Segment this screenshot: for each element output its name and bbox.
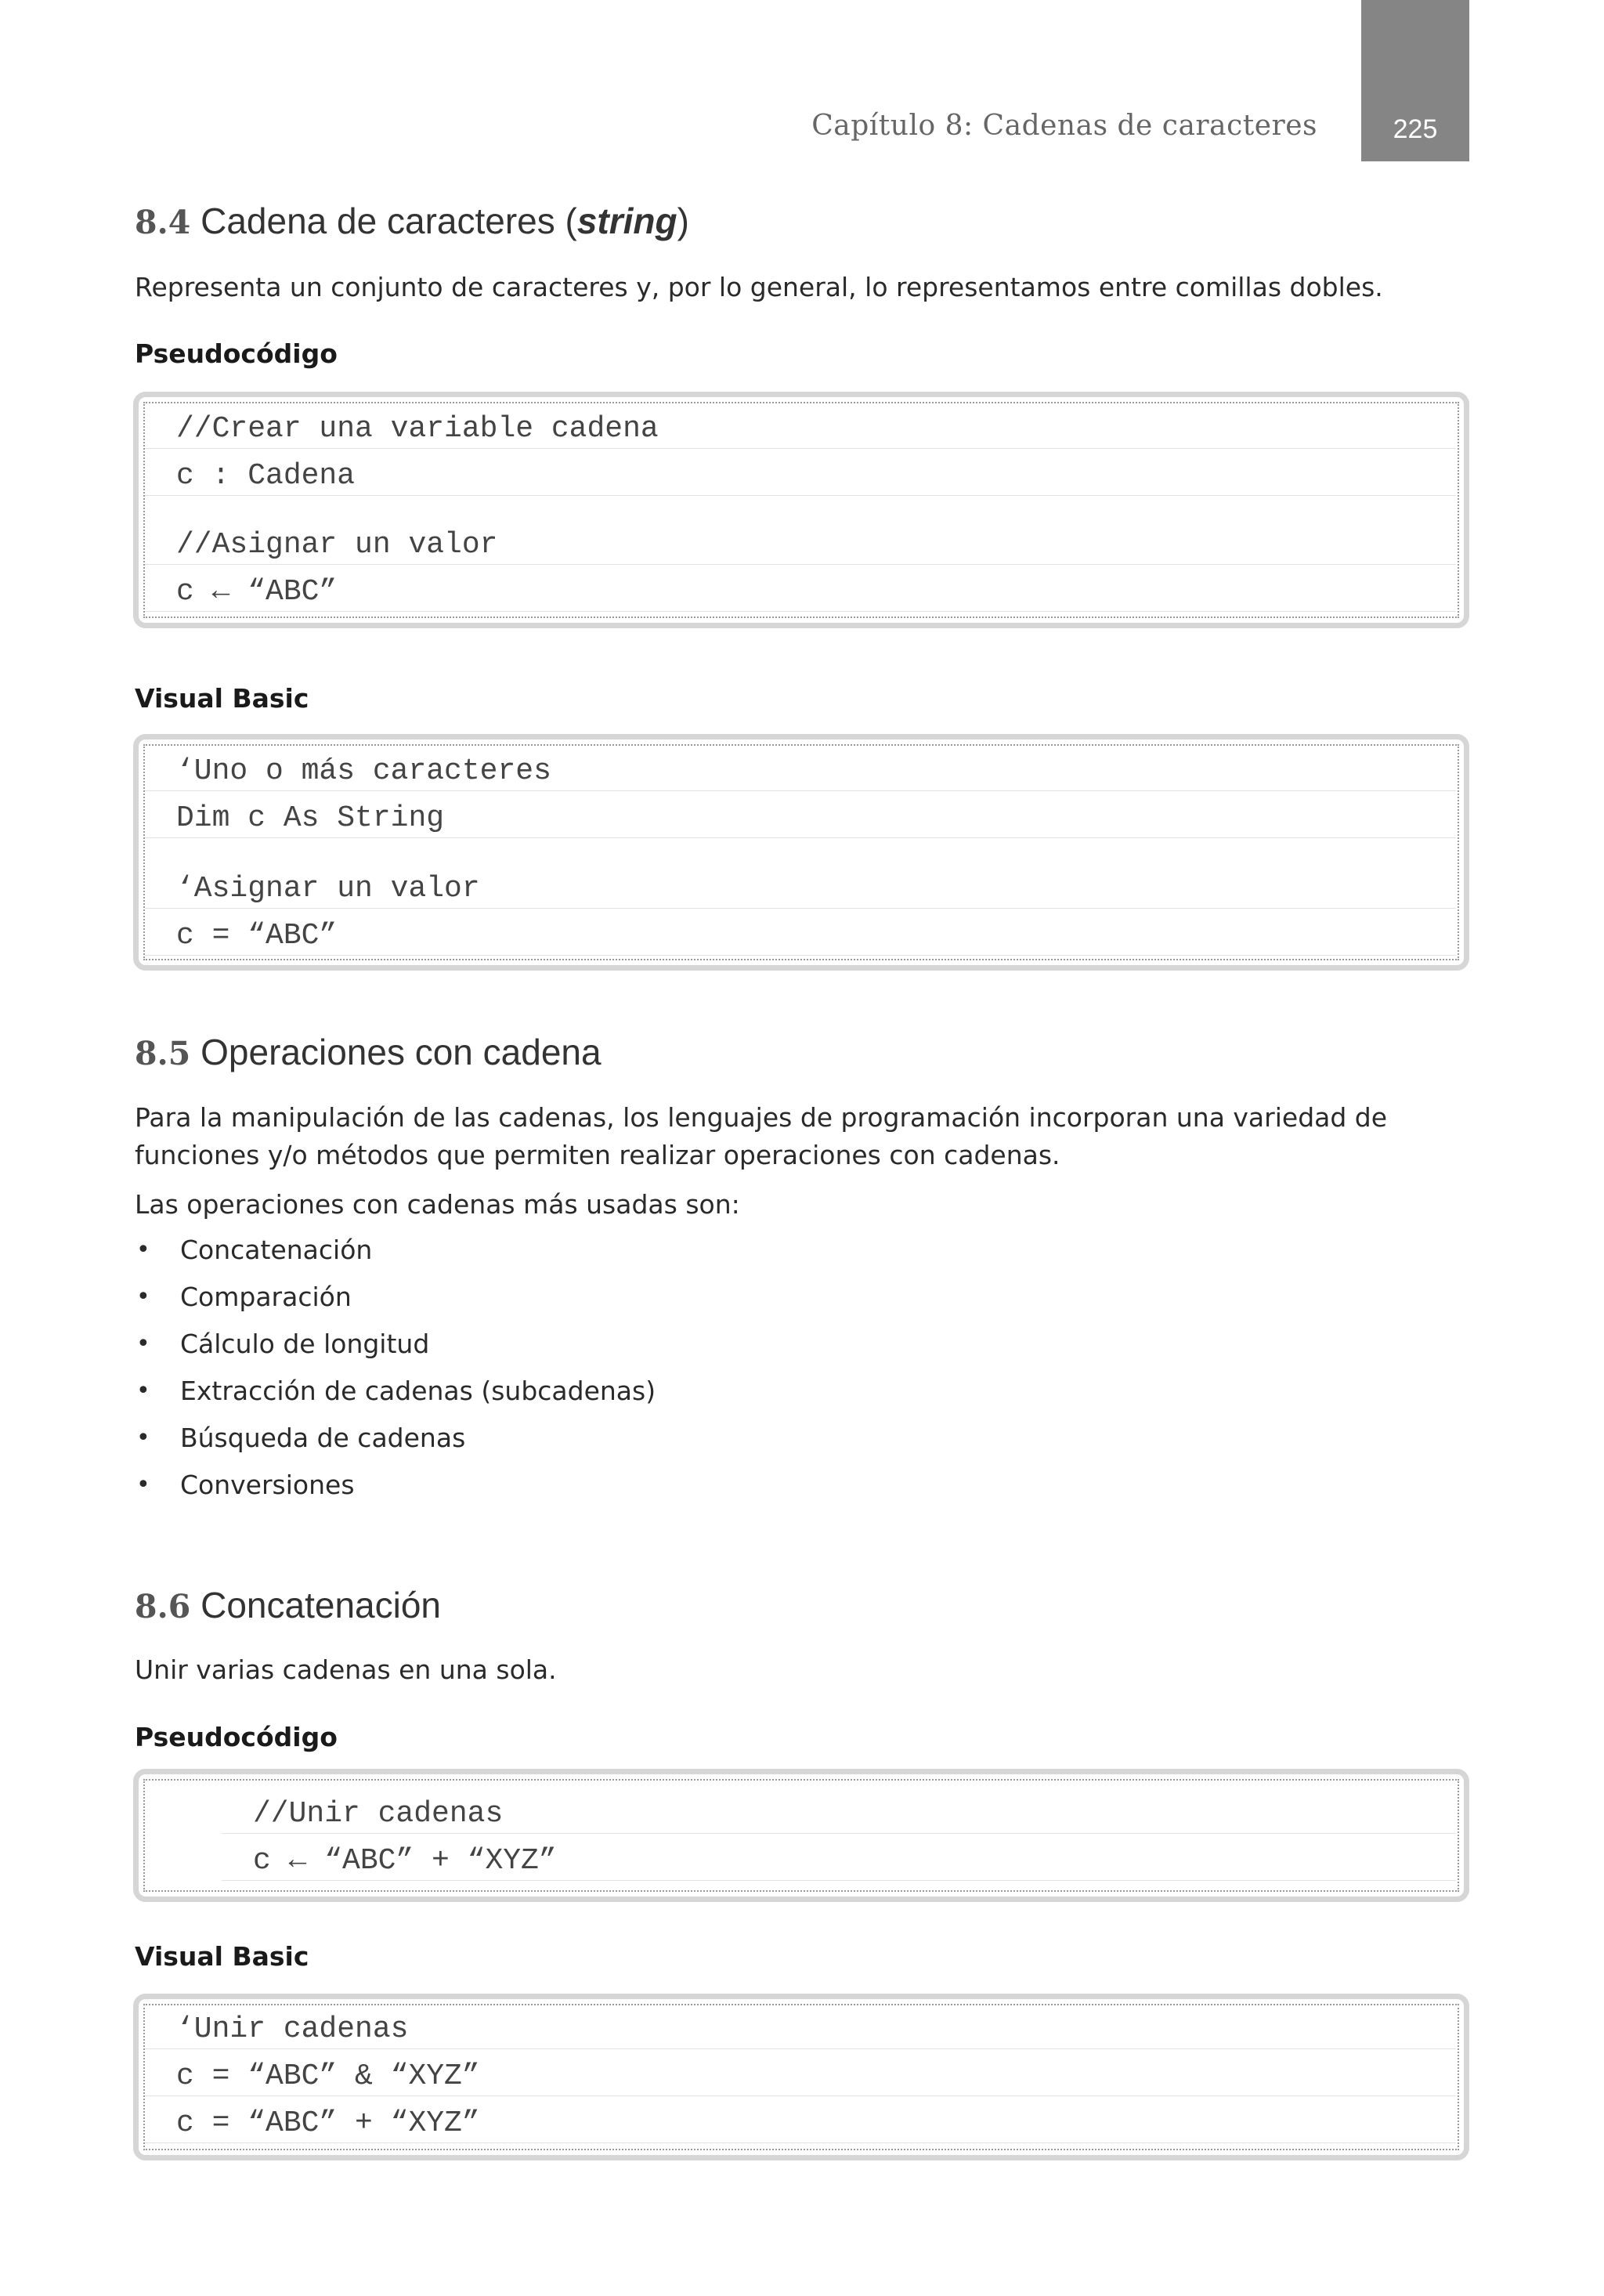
code-line: c ← “ABC” + “XYZ” [253,1842,1456,1881]
section-number: 8.5 [135,1035,191,1072]
code-line: c = “ABC” [176,917,1456,956]
code-line: //Crear una variable cadena [176,410,1456,449]
visual-basic-code-block [133,734,1469,971]
section-8-4-heading [135,200,1469,242]
bullet-glyph: • [136,1330,150,1358]
section-8-6-text: Unir varias cadenas en una sola. [135,1654,557,1685]
code-line: c = “ABC” & “XYZ” [176,2057,1456,2096]
pseudocode-label: Pseudocódigo [135,338,338,369]
bullet-glyph: • [136,1283,150,1311]
section-number: 8.4 [135,204,191,241]
section-8-5-intro: Las operaciones con cadenas más usadas son: [135,1189,740,1220]
code-line: //Asignar un valor [176,526,1456,565]
code-line: c : Cadena [176,457,1456,496]
bullet-glyph: • [136,1377,150,1405]
section-8-5-text: Para la manipulación de las cadenas, los lenguajes de programación incorporan una variedad de funciones y/o métodos que permiten realizar operaciones con cadenas. [135,1102,1388,1170]
code-line: c ← “ABC” [176,573,1456,612]
section-8-5-heading [135,1031,1469,1073]
section-number: 8.6 [135,1588,191,1625]
list-item: • Búsqueda de cadenas [135,1415,656,1462]
bullet-glyph: • [136,1236,150,1264]
section-title: Cadena de caracteres ( [200,201,577,241]
bullet-glyph: • [136,1424,150,1452]
page-number: 225 [1393,114,1438,144]
list-item: • Conversiones [135,1462,656,1509]
operations-list [135,1227,656,1509]
running-header-title: Capítulo 8: Cadenas de caracteres [811,110,1317,142]
section-title: Operaciones con cadena [200,1032,602,1072]
code-line: ‘Unir cadenas [176,2010,1456,2049]
code-line: ‘Uno o más caracteres [176,752,1456,791]
code-line: c = “ABC” + “XYZ” [176,2104,1456,2143]
pseudocode-label: Pseudocódigo [135,1722,338,1752]
section-8-4-text: Representa un conjunto de caracteres y, por lo general, lo representamos entre comillas dobles. [135,272,1383,302]
bullet-glyph: • [136,1471,150,1499]
section-title-end: ) [677,201,689,241]
code-line: Dim c As String [176,799,1456,838]
visual-basic-label: Visual Basic [135,1941,309,1972]
list-item: • Concatenación [135,1227,656,1274]
visual-basic-label: Visual Basic [135,683,309,714]
list-item: • Cálculo de longitud [135,1321,656,1368]
list-item: • Comparación [135,1274,656,1321]
page-number-tab [1361,0,1469,161]
code-line: //Unir cadenas [253,1795,1456,1834]
code-line: ‘Asignar un valor [176,870,1456,909]
section-title: Concatenación [200,1585,442,1625]
pseudocode-block [133,1769,1469,1902]
list-item: • Extracción de cadenas (subcadenas) [135,1368,656,1415]
visual-basic-code-block [133,1994,1469,2160]
section-title-emphasis: string [576,201,677,241]
section-8-6-heading [135,1584,1469,1626]
pseudocode-block [133,392,1469,628]
